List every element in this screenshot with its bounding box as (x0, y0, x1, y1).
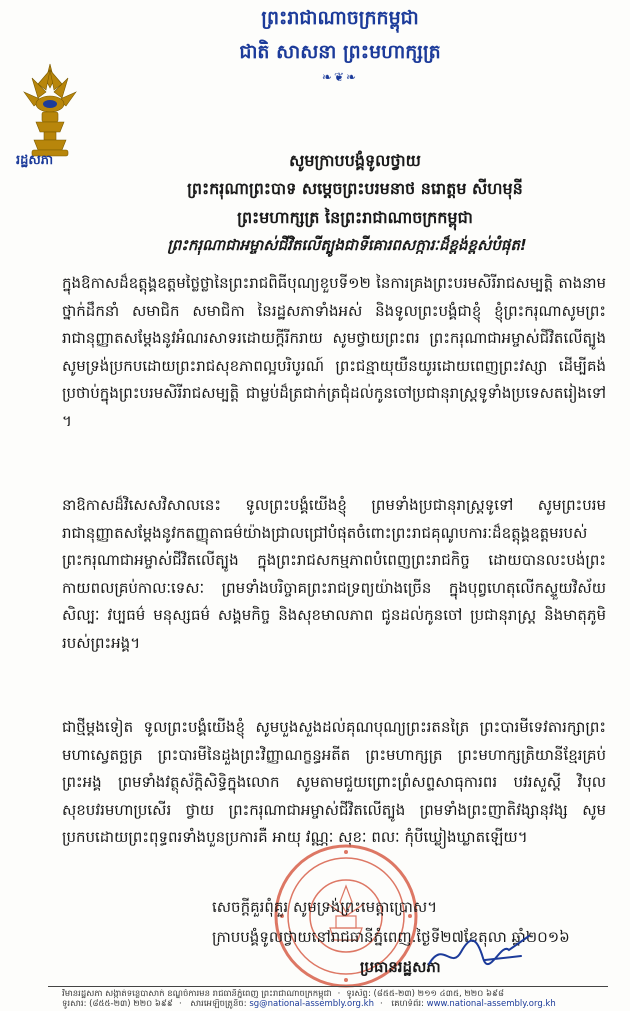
national-motto: ជាតិ សាសនា ព្រះមហាក្សត្រ (239, 41, 441, 63)
handwritten-signature-icon (425, 930, 535, 975)
footer-divider (48, 986, 608, 987)
closing-line: សេចក្ដីគួរពុំគួរ សូមទ្រង់ព្រះមេត្តាប្រោស។ (212, 898, 438, 916)
footer-address: វិមានរដ្ឋសភា សង្កាត់ទន្លេបាសាក់ ខណ្ឌចំការមន រាជធានីភ្នំពេញ ព្រះរាជាណាចក្រកម្ពុជា (62, 989, 332, 999)
footer-line-1: វិមានរដ្ឋសភា សង្កាត់ទន្លេបាសាក់ ខណ្ឌចំការមន រាជធានីភ្នំពេញ ព្រះរាជាណាចក្រកម្ពុជា · ទូរស័ព្ទ: (៨៥៥-២៣) ២១១ ៤៣៥, ២២០ ៦៩៨ (62, 989, 505, 999)
salutation-wish: ព្រះករុណាជាអម្ចាស់ជីវិតលើត្បូងជាទីគោរពសក្ការៈដ៏ខ្ពង់ខ្ពស់បំផុត! (167, 236, 527, 254)
signatory-title: ប្រធានរដ្ឋសភា (360, 958, 441, 976)
footer-website-link[interactable]: www.national-assembly.org.kh (426, 999, 556, 1009)
footer-phone: ទូរស័ព្ទ: (៨៥៥-២៣) ២១១ ៤៣៥, ២២០ ៦៩៨ (346, 989, 505, 999)
date-line: ក្រាបបង្គំទូលថ្វាយនៅរាជធានីភ្នំពេញ.ថ្ងៃទី២៧ខែតុលា ឆ្នាំ២០១៦ (212, 928, 570, 946)
body-paragraph-1: ក្នុងឱកាសដ៏ឧត្ដុង្គឧត្ដមថ្លៃថ្លានៃព្រះរាជពិធីបុណ្យខួបទី១២ នៃការគ្រងព្រះបរមសិរីរាជសម្បត្តិ តាងនាមថ្នាក់ដឹកនាំ សមាជិក សមាជិកា នៃរដ្ឋសភាទាំងអស់ និងទូលព្រះបង្គំជាខ្ញុំ ខ្ញុំព្រះករុណាសូមព្រះរាជានុញ្ញាតសម្ដែងនូវអំណរសាទរដោយក្ដីរីករាយ សូមថ្វាយព្រះពរ ព្រះករុណាជាអម្ចាស់ជីវិតលើត្បូង សូមទ្រង់ប្រកបដោយព្រះរាជសុខភាពល្អបរិបូរណ៍ ព្រះជន្មាយុយឺនយូរដោយពេញព្រះវស្សា ដើម្បីគង់ប្រថាប់ក្នុងព្រះបរមសិរីរាជសម្បត្តិ ជាម្លប់ដ៏ត្រជាក់ត្រជុំដល់កូនចៅប្រជានុរាស្ត្រទូទាំងប្រទេសតរៀងទៅ ។ (62, 274, 606, 430)
footer-line-2: ទូរសារ: (៨៥៥-២៣) ២២០ ៦៩៩ · សារអេឡិចត្រូនិច: sg@national-assembly.org.kh · គេហទំព័រ: www.national-assembly.org.kh (62, 999, 556, 1009)
footer-website-label: គេហទំព័រ: (391, 999, 424, 1009)
footer-email-link[interactable]: sg@national-assembly.org.kh (249, 999, 374, 1009)
footer-email-label: សារអេឡិចត្រូនិច: (190, 999, 247, 1009)
salutation-line-1: សូមក្រាបបង្គំទូលថ្វាយ (289, 151, 421, 170)
header-ornament: ❧❦❧ (321, 70, 359, 84)
salutation-line-2: ព្រះករុណាព្រះបាទ សម្ដេចព្រះបរមនាថ នរោត្តម សីហមុនី (187, 179, 523, 198)
body-paragraph-2: នាឱកាសដ៏វិសេសវិសាលនេះ ទូលព្រះបង្គំយើងខ្ញុំ ព្រមទាំងប្រជានុរាស្ត្រទូទៅ សូមព្រះបរមរាជានុញ្ញាតសម្ដែងនូវកតញ្ញុតាធម៌យ៉ាងជ្រាលជ្រៅបំផុតចំពោះព្រះរាជគុណូបការៈដ៏ឧត្ដុង្គឧត្ដមរបស់ ព្រះករុណាជាអម្ចាស់ជីវិតលើត្បូង ក្នុងព្រះរាជសកម្មភាពបំពេញព្រះរាជកិច្ច ដោយបានលះបង់ព្រះកាយពលគ្រប់កាលៈទេសៈ ព្រមទាំងបរិច្ចាគព្រះរាជទ្រព្យយ៉ាងច្រើន ក្នុងបុព្វហេតុលើកស្ទួយវិស័យសិល្បៈ វប្បធម៌ មនុស្សធម៌ សង្គមកិច្ច និងសុខមាលភាព ជូនដល់កូនចៅ ប្រជានុរាស្ត្រ និងមាតុភូមិរបស់ព្រះអង្គ។ (62, 496, 606, 652)
salutation-line-3: ព្រះមហាក្សត្រ នៃព្រះរាជាណាចក្រកម្ពុជា (237, 208, 473, 227)
kingdom-title: ព្រះរាជាណាចក្រកម្ពុជា (261, 7, 419, 29)
body-paragraph-3: ជាថ្មីម្ដងទៀត ទូលព្រះបង្គំយើងខ្ញុំ សូមបួងសួងដល់គុណបុណ្យព្រះរតនត្រៃ ព្រះបារមីទេវតារក្សាព្រះមហាស្វេតច្ឆត្រ ព្រះបារមីនៃដួងព្រះវិញ្ញាណក្ខន្ធអតីត ព្រះមហាក្សត្រ ព្រះមហាក្សត្រិយានីខ្មែរគ្រប់ព្រះអង្គ ព្រមទាំងវត្ថុស័ក្ដិសិទ្ធិក្នុងលោក សូមតាមជួយព្រោះព្រំសព្ទសាធុការពរ បវរសួស្ដី វិបុលសុខបវរមហាប្រសើរ ថ្វាយ ព្រះករុណាជាអម្ចាស់ជីវិតលើត្បូង ព្រមទាំងព្រះញាតិវង្សានុវង្ស សូមប្រកបដោយព្រះពុទ្ធពរទាំងបួនប្រការគឺ អាយុ វណ្ណៈ សុខៈ ពលៈ កុំបីឃ្លៀងឃ្លាតឡើយ។ (62, 718, 606, 847)
institution-label: រដ្ឋសភា (16, 153, 54, 168)
royal-emblem-icon (18, 60, 82, 160)
footer-fax: ទូរសារ: (៨៥៥-២៣) ២២០ ៦៩៩ (62, 999, 173, 1009)
